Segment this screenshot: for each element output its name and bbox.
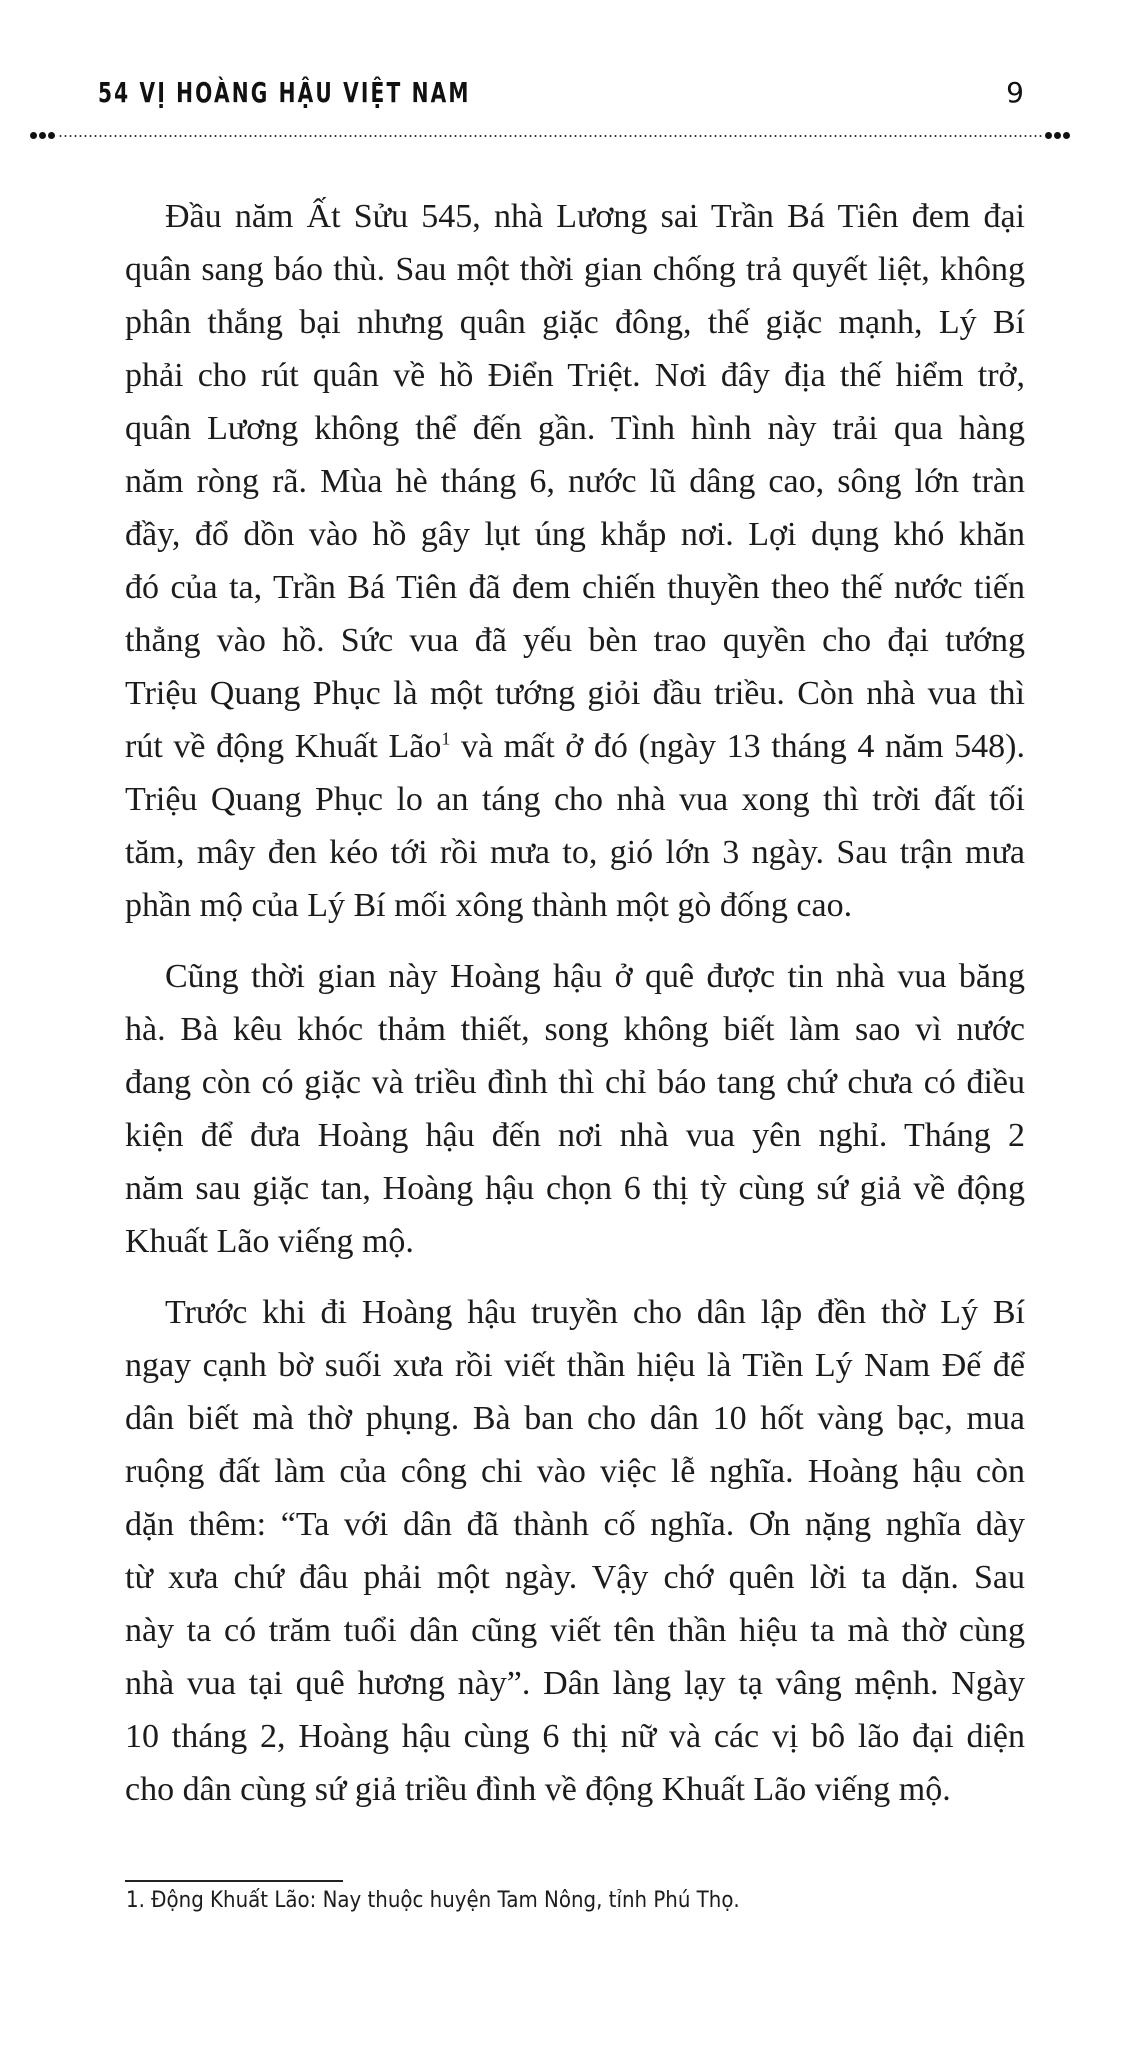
- rule-dot-icon: [1054, 132, 1061, 139]
- text-segment: và mất ở đó (ngày 13 tháng 4 năm 548).: [450, 728, 1025, 765]
- text-line: kiện để đưa Hoàng hậu đến nơi nhà vua yên nghỉ. Tháng 2: [125, 1117, 1025, 1154]
- text-line: năm sau giặc tan, Hoàng hậu chọn 6 thị tỳ cùng sứ giả về động: [125, 1170, 1025, 1207]
- footnote-separator: [125, 1880, 343, 1882]
- text-line: từ xưa chứ đâu phải một ngày. Vậy chớ quên lời ta dặn. Sau: [125, 1559, 1025, 1596]
- footnote-reference[interactable]: 1: [441, 728, 451, 749]
- rule-dot-icon: [39, 132, 46, 139]
- text-line: Triệu Quang Phục lo an táng cho nhà vua xong thì trời đất tối: [125, 781, 1025, 818]
- text-line: đó của ta, Trần Bá Tiên đã đem chiến thuyền theo thế nước tiến: [125, 569, 1025, 606]
- text-line: ruộng đất làm của công chi vào việc lễ nghĩa. Hoàng hậu còn: [125, 1453, 1025, 1490]
- text-line: ngay cạnh bờ suối xưa rồi viết thần hiệu là Tiền Lý Nam Đế để: [125, 1347, 1025, 1384]
- rule-dot-icon: [30, 132, 37, 139]
- text-line: [125, 720, 1025, 773]
- dotted-line: [58, 135, 1042, 137]
- text-line: Trước khi đi Hoàng hậu truyền cho dân lập đền thờ Lý Bí: [165, 1294, 1025, 1331]
- text-line: đang còn có giặc và triều đình thì chỉ báo tang chứ chưa có điều: [125, 1064, 1025, 1101]
- paragraph-3: [125, 1286, 1025, 1816]
- paragraph-1: [125, 190, 1025, 932]
- running-header: [98, 72, 1038, 122]
- text-line: phần mộ của Lý Bí mối xông thành một gò đống cao.: [125, 887, 853, 924]
- text-line: quân sang báo thù. Sau một thời gian chống trả quyết liệt, không: [125, 251, 1025, 288]
- text-line: thẳng vào hồ. Sức vua đã yếu bèn trao quyền cho đại tướng: [125, 622, 1025, 659]
- text-line: Khuất Lão viếng mộ.: [125, 1223, 414, 1260]
- text-line: tăm, mây đen kéo tới rồi mưa to, gió lớn 3 ngày. Sau trận mưa: [125, 834, 1025, 871]
- rule-dot-icon: [48, 132, 55, 139]
- text-line: Triệu Quang Phục là một tướng giỏi đầu triều. Còn nhà vua thì: [125, 675, 1025, 712]
- text-line: phân thắng bại nhưng quân giặc đông, thế giặc mạnh, Lý Bí: [125, 304, 1025, 341]
- header-dotted-rule: [30, 130, 1070, 140]
- text-line: nhà vua tại quê hương này”. Dân làng lạy tạ vâng mệnh. Ngày: [125, 1665, 1025, 1702]
- book-title: 54 VỊ HOÀNG HẬU VIỆT NAM: [98, 76, 471, 109]
- text-line: Đầu năm Ất Sửu 545, nhà Lương sai Trần Bá Tiên đem đại: [165, 198, 1025, 235]
- page-number: 9: [1006, 76, 1024, 109]
- text-line: này ta có trăm tuổi dân cũng viết tên thần hiệu ta mà thờ cùng: [125, 1612, 1025, 1649]
- paragraph-2: [125, 950, 1025, 1268]
- text-line: Cũng thời gian này Hoàng hậu ở quê được tin nhà vua băng: [165, 958, 1025, 995]
- text-line: cho dân cùng sứ giả triều đình về động Khuất Lão viếng mộ.: [125, 1771, 951, 1808]
- text-line: dặn thêm: “Ta với dân đã thành cố nghĩa. Ơn nặng nghĩa dày: [125, 1506, 1025, 1543]
- text-line: năm ròng rã. Mùa hè tháng 6, nước lũ dâng cao, sông lớn tràn: [125, 463, 1025, 500]
- footnote-1: 1. Động Khuất Lão: Nay thuộc huyện Tam Nông, tỉnh Phú Thọ.: [126, 1888, 740, 1913]
- rule-dot-icon: [1045, 132, 1052, 139]
- text-line: phải cho rút quân về hồ Điển Triệt. Nơi đây địa thế hiểm trở,: [125, 357, 1025, 394]
- text-line: dân biết mà thờ phụng. Bà ban cho dân 10 hốt vàng bạc, mua: [125, 1400, 1025, 1437]
- text-line: quân Lương không thể đến gần. Tình hình này trải qua hàng: [125, 410, 1025, 447]
- text-line: hà. Bà kêu khóc thảm thiết, song không biết làm sao vì nước: [125, 1011, 1025, 1048]
- body-text: [125, 190, 1025, 1816]
- text-line: đầy, đổ dồn vào hồ gây lụt úng khắp nơi. Lợi dụng khó khăn: [125, 516, 1025, 553]
- text-line: 10 tháng 2, Hoàng hậu cùng 6 thị nữ và các vị bô lão đại diện: [125, 1718, 1025, 1755]
- text-segment: rút về động Khuất Lão: [125, 728, 442, 765]
- rule-dot-icon: [1063, 132, 1070, 139]
